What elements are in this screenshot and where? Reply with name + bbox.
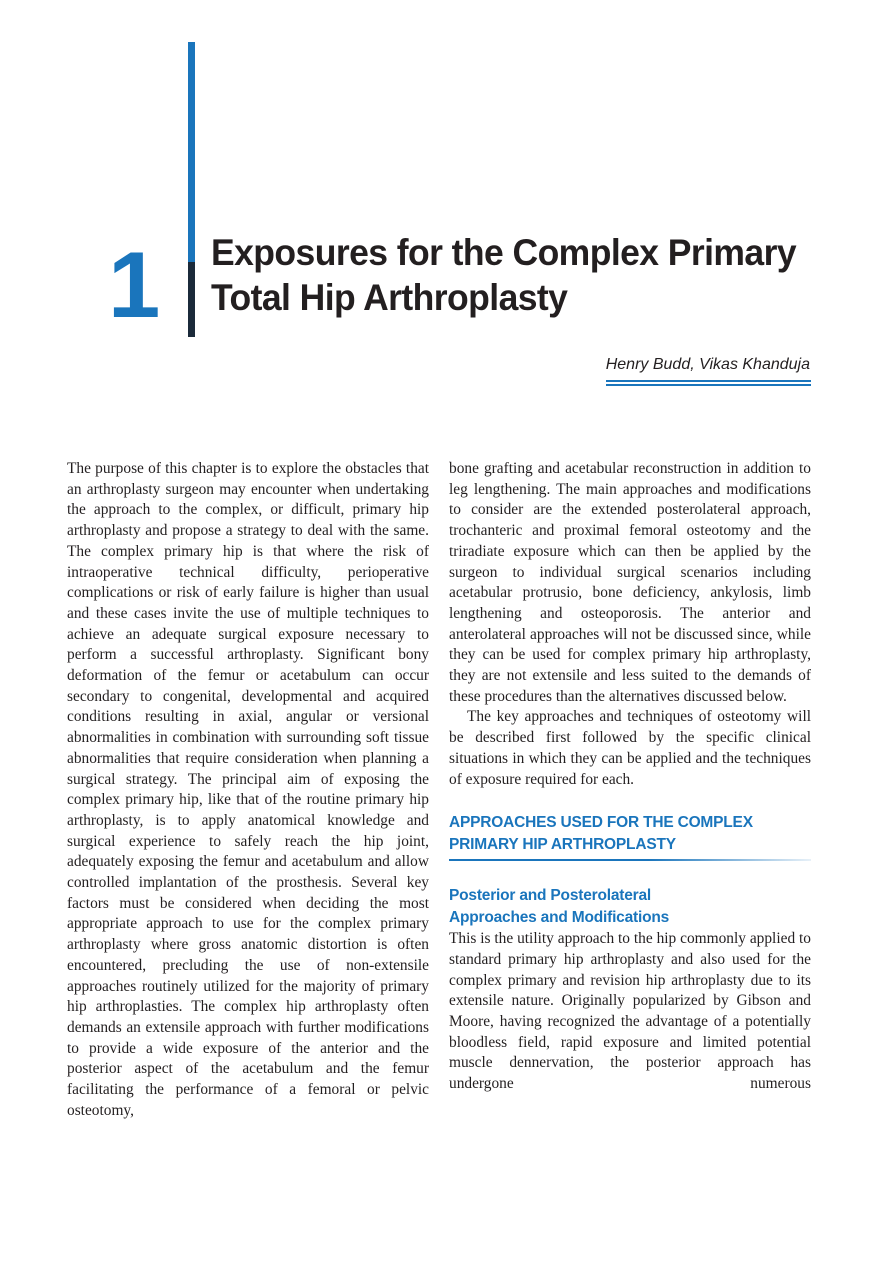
subsection-heading bbox=[449, 885, 811, 929]
intro-paragraph-part-1: The purpose of this chapter is to explore the obstacles that an arthroplasty surgeon may encounter when undertaking the approach to the complex, or difficult, primary hip arthroplasty and propose a strategy to deal with the same. The complex primary hip is that where the risk of intraoperative technical difficulty, perioperative complications or risk of early failure is higher than usual and these cases invite the use of multiple techniques to achieve an adequate surgical exposure necessary to perform a successful arthroplasty. Significant bony deformation of the femur or acetabulum can occur secondary to congenital, developmental and acquired conditions resulting in axial, angular or versional abnormalities in combination with surrounding soft tissue abnormalities that require consideration when planning a surgical strategy. The principal aim of exposing the complex primary hip, like that of the routine primary hip arthroplasty, is to apply anatomical knowledge and surgical experience to safely reach the hip joint, adequately exposing the femur and acetabulum and allow controlled implantation of the prosthesis. Several key factors must be considered when deciding the most appropriate approach to use for the complex primary arthroplasty where gross anatomic distortion is often encountered, precluding the use of non-extensile approaches routinely utilized for the majority of primary hip arthroplasties. The complex hip arthroplasty often demands an extensile approach with further modifications to provide a wide exposure of the anterior and the posterior aspect of the acetabulum and the femur facilitating the performance of a femoral or pelvic osteotomy, bbox=[67, 460, 429, 1119]
chapter-title bbox=[211, 230, 806, 320]
subsection-heading-line-1: Posterior and Posterolateral bbox=[449, 887, 651, 905]
right-column bbox=[449, 459, 811, 1095]
posterior-approach-paragraph: This is the utility approach to the hip commonly applied to standard primary hip arthroplasty and also used for the complex primary and revision hip arthroplasty due to its extensile nature. Originally popularized by Gibson and Moore, having recognized the advantage of a potentially bloodless field, rapid exposure and limited potential muscle dennervation, the posterior approach has undergone numerous bbox=[449, 930, 811, 1093]
chapter-title-line-1: Exposures for the Complex Primary bbox=[211, 232, 797, 273]
chapter-title-line-2: Total Hip Arthroplasty bbox=[211, 277, 568, 318]
section-heading-line-1: APPROACHES USED FOR THE COMPLEX bbox=[449, 814, 753, 832]
title-accent-bar-dark bbox=[188, 262, 195, 337]
key-approaches-paragraph: The key approaches and techniques of osteotomy will be described first followed by the specific clinical situations in which they can be applied and the techniques of exposure required for each. bbox=[449, 708, 811, 788]
chapter-number: 1 bbox=[108, 232, 159, 337]
section-heading-rule bbox=[449, 859, 811, 861]
section-heading bbox=[449, 812, 811, 856]
chapter-authors: Henry Budd, Vikas Khanduja bbox=[605, 356, 810, 373]
section-heading-line-2: PRIMARY HIP ARTHROPLASTY bbox=[449, 836, 676, 854]
authors-rule-top bbox=[606, 380, 811, 382]
intro-paragraph-part-2: bone grafting and acetabular reconstruction in addition to leg lengthening. The main approaches and modifications to consider are the extended posterolateral approach, trochanteric and proximal femoral osteotomy and the triradiate exposure which can then be applied by the surgeon to individual surgical scenarios including acetabular protrusio, bone deficiency, ankylosis, limb lengthening and osteoporosis. The anterior and anterolateral approaches will not be discussed since, while they can be used for complex primary hip arthroplasty, they are not extensile and less suited to the demands of these procedures than the alternatives discussed below. bbox=[449, 460, 811, 705]
left-column bbox=[67, 459, 429, 1122]
subsection-heading-line-2: Approaches and Modifications bbox=[449, 909, 670, 927]
authors-rule-bottom bbox=[606, 384, 811, 386]
